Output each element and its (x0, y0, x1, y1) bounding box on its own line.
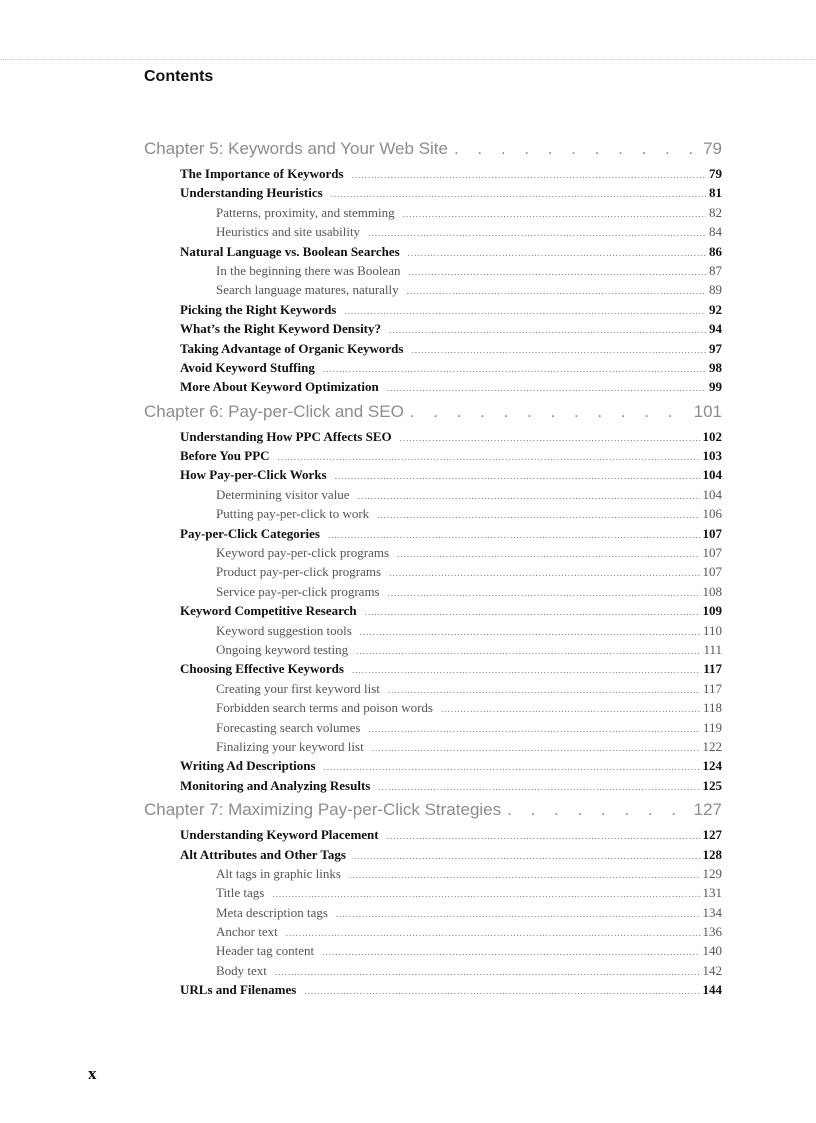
entry-title: Finalizing your keyword list (216, 738, 364, 754)
entry-page-number: 140 (702, 943, 722, 959)
dot-leader (377, 506, 699, 525)
entry-page-number: 104 (702, 467, 722, 483)
toc-subsection-entry[interactable] (144, 864, 722, 883)
chapter-page-number: 101 (693, 401, 722, 421)
entry-title: Product pay-per-click programs (216, 564, 382, 580)
entry-title: Natural Language vs. Boolean Searches (180, 243, 400, 259)
entry-page-number: 136 (702, 924, 722, 940)
entry-page-number: 117 (702, 680, 722, 696)
entry-page-number: 97 (709, 340, 722, 356)
entry-title: Picking the Right Keywords (180, 301, 337, 317)
dot-leader (389, 564, 699, 583)
dot-leader (344, 302, 706, 321)
toc-subsection-entry[interactable] (144, 737, 722, 756)
entry-page-number: 92 (709, 301, 722, 317)
dot-leader (324, 758, 700, 777)
dot-leader (388, 584, 700, 603)
chapter-title: Chapter 7: Maximizing Pay-per-Click Strategies (144, 800, 502, 820)
chapter-heading[interactable] (144, 795, 722, 825)
toc-subsection-entry[interactable] (144, 562, 722, 581)
entry-page-number: 107 (702, 525, 722, 541)
toc-subsection-entry[interactable] (144, 941, 722, 960)
toc-section-entry[interactable] (144, 659, 722, 678)
entry-page-number: 94 (709, 321, 722, 337)
toc-subsection-entry[interactable] (144, 485, 722, 504)
entry-page-number: 118 (702, 700, 722, 716)
dot-leader (507, 795, 688, 825)
dot-leader (360, 623, 700, 642)
toc-section-entry[interactable] (144, 601, 722, 620)
chapter-heading[interactable] (144, 397, 722, 427)
entry-page-number: 142 (702, 962, 722, 978)
dot-leader (275, 963, 700, 982)
entry-page-number: 131 (702, 885, 722, 901)
entry-title: Understanding How PPC Affects SEO (180, 428, 392, 444)
dot-leader (407, 282, 706, 301)
toc-subsection-entry[interactable] (144, 679, 722, 698)
entry-page-number: 103 (702, 448, 722, 464)
entry-title: Anchor text (216, 924, 278, 940)
toc-section-entry[interactable] (144, 300, 722, 319)
entry-page-number: 127 (702, 827, 722, 843)
toc-section-entry[interactable] (144, 377, 722, 396)
toc-subsection-entry[interactable] (144, 698, 722, 717)
entry-page-number: 109 (702, 603, 722, 619)
entry-title: Understanding Keyword Placement (180, 827, 379, 843)
entry-title: Creating your first keyword list (216, 680, 380, 696)
top-dotted-rule (0, 59, 816, 60)
dot-leader (336, 905, 700, 924)
entry-page-number: 89 (709, 282, 722, 298)
entry-title: Forecasting search volumes (216, 719, 361, 735)
entry-title: Determining visitor value (216, 486, 350, 502)
entry-title: Putting pay-per-click to work (216, 506, 370, 522)
entry-title: Monitoring and Analyzing Results (180, 777, 371, 793)
dot-leader (356, 642, 700, 661)
dot-leader (352, 166, 706, 185)
toc-section-entry[interactable] (144, 776, 722, 795)
dot-leader (387, 827, 700, 846)
entry-page-number: 84 (709, 224, 722, 240)
dot-leader (368, 720, 700, 739)
entry-title: Alt tags in graphic links (216, 865, 341, 881)
dot-leader (408, 244, 706, 263)
entry-page-number: 98 (709, 359, 722, 375)
entry-page-number: 129 (702, 865, 722, 881)
dot-leader (349, 866, 700, 885)
entry-title: Keyword suggestion tools (216, 622, 352, 638)
entry-page-number: 107 (702, 564, 722, 580)
entry-title: Patterns, proximity, and stemming (216, 204, 395, 220)
toc-subsection-entry[interactable] (144, 903, 722, 922)
dot-leader (368, 224, 706, 243)
dot-leader (388, 681, 700, 700)
dot-leader (441, 700, 700, 719)
entry-title: More About Keyword Optimization (180, 379, 379, 395)
entry-page-number: 79 (709, 166, 722, 181)
dot-leader (322, 943, 699, 962)
dot-leader (410, 397, 688, 427)
chapter-page-number: 127 (693, 800, 722, 820)
entry-page-number: 104 (702, 486, 722, 502)
entry-title: Title tags (216, 885, 265, 901)
dot-leader (272, 885, 699, 904)
dot-leader (397, 545, 699, 564)
dot-leader (403, 205, 706, 224)
entry-page-number: 134 (702, 904, 722, 920)
toc-subsection-entry[interactable] (144, 961, 722, 980)
toc-subsection-entry[interactable] (144, 222, 722, 241)
toc-subsection-entry[interactable] (144, 261, 722, 280)
chapter-heading[interactable] (144, 134, 722, 164)
toc-section-entry[interactable] (144, 319, 722, 338)
dot-leader (400, 429, 700, 448)
entry-title: Understanding Heuristics (180, 185, 323, 201)
entry-title: Forbidden search terms and poison words (216, 700, 433, 716)
entry-title: URLs and Filenames (180, 982, 297, 998)
toc-section-entry[interactable] (144, 524, 722, 543)
dot-leader (389, 321, 706, 340)
toc-section-entry[interactable] (144, 825, 722, 844)
entry-title: Ongoing keyword testing (216, 641, 349, 657)
toc-section-entry[interactable] (144, 358, 722, 377)
toc-section-entry[interactable] (144, 980, 722, 999)
entry-page-number: 81 (709, 185, 722, 201)
entry-title: Choosing Effective Keywords (180, 661, 344, 677)
toc-section-entry[interactable] (144, 756, 722, 775)
running-head: Contents (144, 68, 214, 85)
entry-page-number: 111 (703, 641, 722, 657)
entry-title: What’s the Right Keyword Density? (180, 321, 382, 337)
entry-page-number: 119 (702, 719, 722, 735)
entry-page-number: 87 (709, 262, 722, 278)
entry-page-number: 102 (702, 428, 722, 444)
entry-title: The Importance of Keywords (180, 166, 344, 181)
dot-leader (354, 847, 700, 866)
entry-title: Keyword Competitive Research (180, 603, 357, 619)
toc-subsection-entry[interactable] (144, 718, 722, 737)
entry-title: Body text (216, 962, 267, 978)
entry-page-number: 122 (702, 738, 722, 754)
entry-page-number: 110 (702, 622, 722, 638)
table-of-contents (144, 134, 722, 1000)
entry-title: Meta description tags (216, 904, 328, 920)
dot-leader (278, 448, 700, 467)
toc-subsection-entry[interactable] (144, 543, 722, 562)
entry-title: Keyword pay-per-click programs (216, 545, 390, 561)
dot-leader (323, 360, 706, 379)
toc-subsection-entry[interactable] (144, 883, 722, 902)
entry-title: Alt Attributes and Other Tags (180, 846, 346, 862)
chapter-title: Chapter 6: Pay-per-Click and SEO (144, 401, 404, 421)
dot-leader (335, 467, 700, 486)
entry-title: Heuristics and site usability (216, 224, 361, 240)
toc-subsection-entry[interactable] (144, 640, 722, 659)
toc-subsection-entry[interactable] (144, 621, 722, 640)
entry-title: Before You PPC (180, 448, 270, 464)
entry-title: Pay-per-Click Categories (180, 525, 320, 541)
entry-title: In the beginning there was Boolean (216, 262, 401, 278)
toc-section-entry[interactable] (144, 339, 722, 358)
dot-leader (365, 603, 700, 622)
entry-title: Avoid Keyword Stuffing (180, 359, 315, 375)
entry-page-number: 108 (702, 583, 722, 599)
toc-section-entry[interactable] (144, 446, 722, 465)
entry-page-number: 144 (702, 982, 722, 998)
toc-subsection-entry[interactable] (144, 922, 722, 941)
entry-page-number: 99 (709, 379, 722, 395)
dot-leader (352, 661, 700, 680)
dot-leader (454, 134, 697, 164)
entry-page-number: 82 (709, 204, 722, 220)
toc-section-entry[interactable] (144, 164, 722, 183)
dot-leader (372, 739, 700, 758)
entry-page-number: 124 (702, 758, 722, 774)
toc-subsection-entry[interactable] (144, 203, 722, 222)
entry-page-number: 125 (702, 777, 722, 793)
page-folio: x (88, 1064, 97, 1083)
dot-leader (286, 924, 700, 943)
toc-section-entry[interactable] (144, 242, 722, 261)
dot-leader (358, 487, 700, 506)
chapter-page-number: 79 (703, 139, 722, 158)
entry-page-number: 117 (703, 661, 722, 677)
dot-leader (408, 263, 706, 282)
entry-page-number: 106 (702, 506, 722, 522)
entry-title: Taking Advantage of Organic Keywords (180, 340, 404, 356)
entry-title: Header tag content (216, 943, 315, 959)
toc-section-entry[interactable] (144, 427, 722, 446)
dot-leader (411, 341, 706, 360)
toc-section-entry[interactable] (144, 845, 722, 864)
toc-section-entry[interactable] (144, 465, 722, 484)
entry-page-number: 128 (702, 846, 722, 862)
entry-page-number: 86 (709, 243, 722, 259)
entry-title: Writing Ad Descriptions (180, 758, 316, 774)
toc-subsection-entry[interactable] (144, 280, 722, 299)
entry-title: Search language matures, naturally (216, 282, 399, 298)
toc-subsection-entry[interactable] (144, 504, 722, 523)
toc-section-entry[interactable] (144, 183, 722, 202)
dot-leader (304, 982, 699, 1001)
chapter-title: Chapter 5: Keywords and Your Web Site (144, 139, 448, 158)
entry-page-number: 107 (702, 545, 722, 561)
entry-title: Service pay-per-click programs (216, 583, 380, 599)
toc-subsection-entry[interactable] (144, 582, 722, 601)
entry-title: How Pay-per-Click Works (180, 467, 327, 483)
